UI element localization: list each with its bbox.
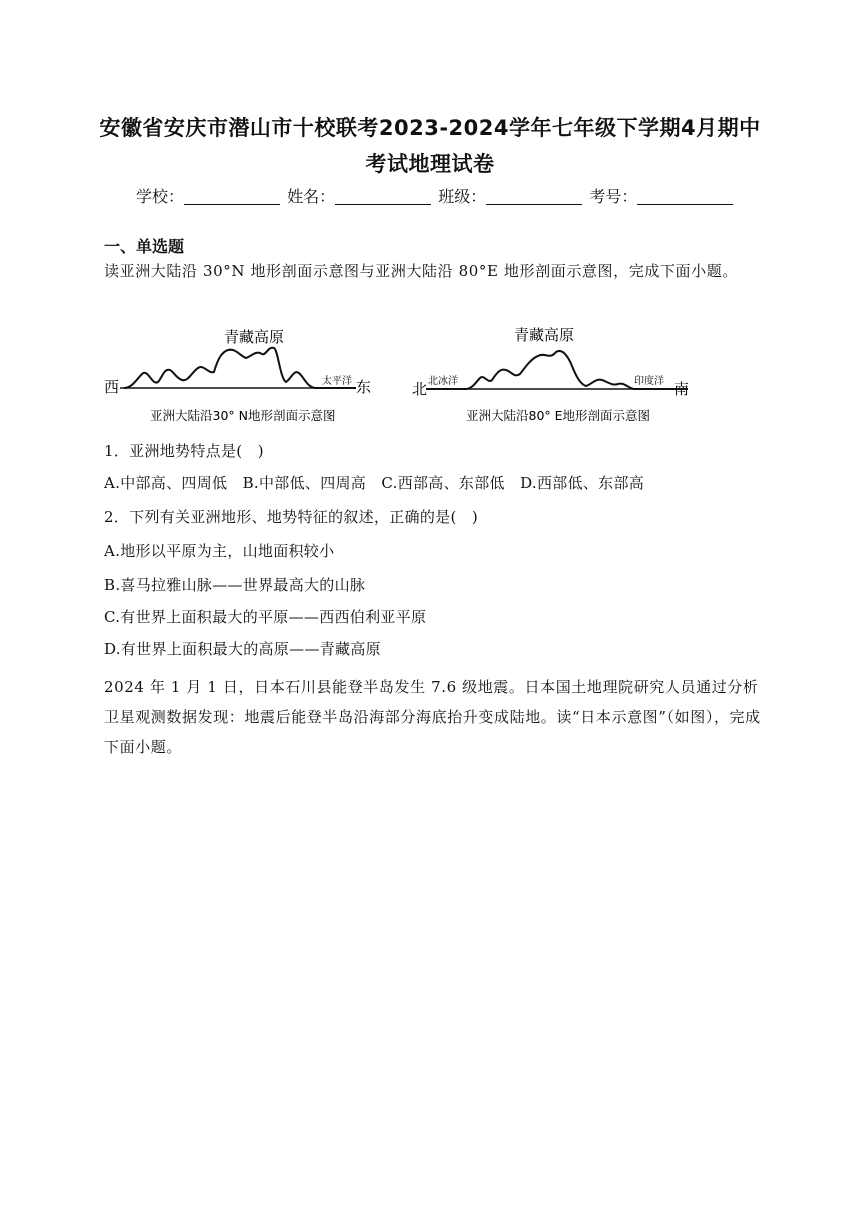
school-blank[interactable] (184, 188, 280, 205)
north-label: 北 (412, 380, 428, 398)
left-caption: 亚洲大陆沿30° N地形剖面示意图 (150, 408, 336, 423)
class-blank[interactable] (486, 188, 582, 205)
indian-ocean-label: 印度洋 (634, 376, 664, 387)
exam-number-label: 考号： (589, 187, 638, 206)
intro-paragraph-2: 2024 年 1 月 1 日，日本石川县能登半岛发生 7.6 级地震。日本国土地理院研究人员通过分析卫星观测数据发现：地震后能登半岛沿海部分海底抬升变成陆地。读“日本示意图”（如图），完成下面小题。 (104, 678, 761, 756)
question-2-option-d: D.有世界上面积最大的高原——青藏高原 (104, 640, 381, 658)
left-plateau-label: 青藏高原 (224, 328, 285, 346)
student-info-fields (136, 184, 735, 207)
name-blank[interactable] (335, 188, 431, 205)
school-label: 学校： (136, 187, 185, 206)
question-2-stem: 2．下列有关亚洲地形、地势特征的叙述，正确的是( ) (104, 508, 479, 526)
question-2-option-b: B.喜马拉雅山脉——世界最高大的山脉 (104, 576, 366, 594)
question-2-option-a: A.地形以平原为主，山地面积较小 (104, 542, 335, 560)
question-2-option-c: C.有世界上面积最大的平原——西西伯利亚平原 (104, 608, 427, 626)
arctic-ocean-label: 北冰洋 (428, 376, 458, 387)
intro-paragraph-1: 读亚洲大陆沿 30°N 地形剖面示意图与亚洲大陆沿 80°E 地形剖面示意图，完成下面小题。 (104, 262, 738, 280)
exam-title-line2: 考试地理试卷 (365, 152, 495, 176)
exam-title-line1: 安徽省安庆市潜山市十校联考2023-2024学年七年级下学期4月期中 (99, 116, 761, 140)
west-label: 西 (104, 378, 120, 396)
pacific-label: 太平洋 (322, 376, 352, 387)
section-heading: 一、单选题 (104, 237, 185, 256)
question-1-options: A.中部高、四周低 B.中部低、四周高 C.西部高、东部低 D.西部低、东部高 (104, 474, 645, 492)
right-plateau-label: 青藏高原 (514, 326, 575, 344)
question-1-stem: 1．亚洲地势特点是( ) (104, 442, 264, 460)
name-label: 姓名： (287, 187, 336, 206)
right-caption: 亚洲大陆沿80° E地形剖面示意图 (466, 408, 651, 423)
east-label: 东 (356, 378, 372, 396)
class-label: 班级： (438, 187, 487, 206)
south-label: 南 (674, 380, 690, 398)
exam-number-blank[interactable] (637, 188, 733, 205)
terrain-profile-figure (104, 322, 696, 430)
